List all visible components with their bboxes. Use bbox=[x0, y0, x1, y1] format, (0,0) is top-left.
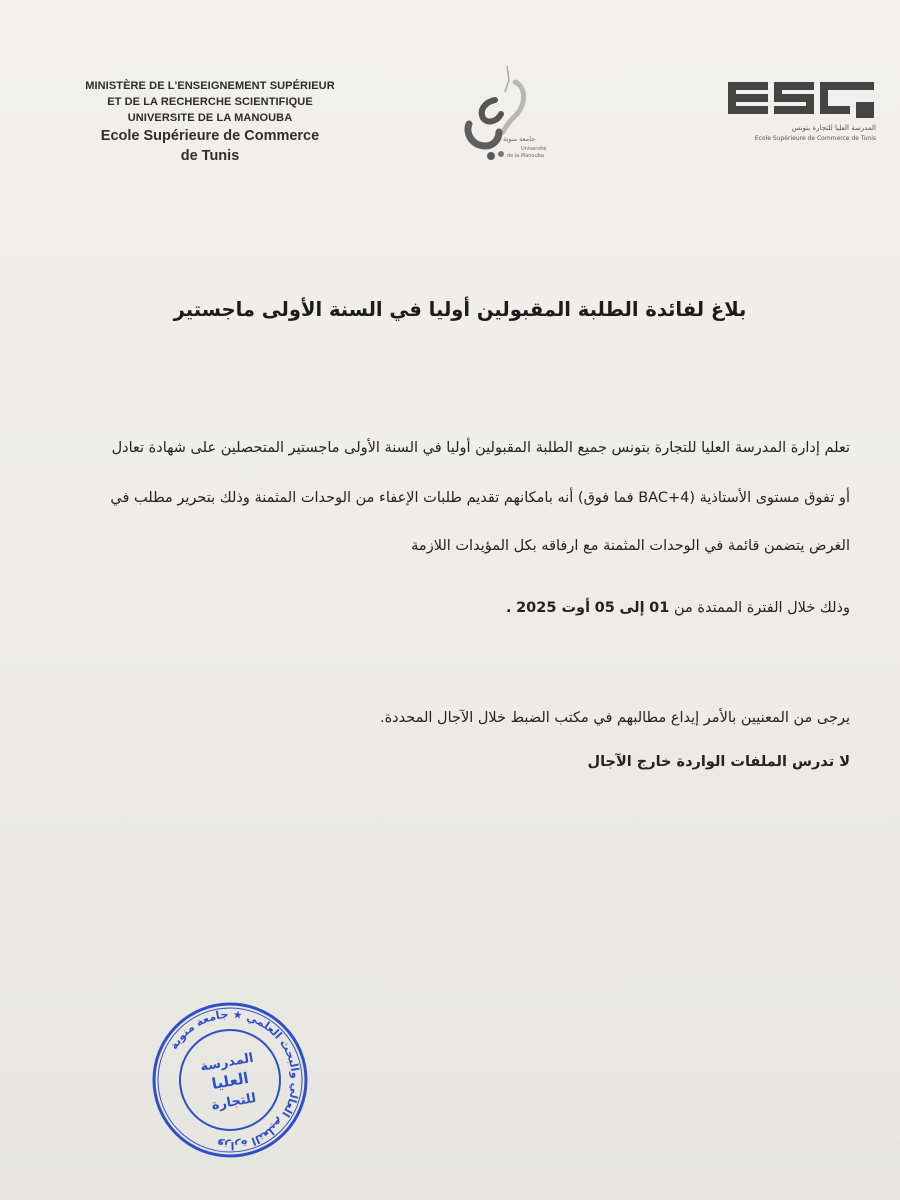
svg-text:العليا: العليا bbox=[210, 1068, 251, 1094]
institution-header bbox=[60, 78, 360, 166]
stamp-seal-icon bbox=[150, 1000, 310, 1160]
request-line: يرجى من المعنيين بالأمر إيداع مطالبهم في مكتب الضبط خلال الآجال المحددة. bbox=[379, 710, 850, 726]
period-line bbox=[50, 600, 850, 616]
school-name-line-1: Ecole Supérieure de Commerce bbox=[100, 128, 320, 144]
esc-logo bbox=[722, 78, 882, 148]
university-french-name-1: Université bbox=[521, 146, 547, 152]
announcement-title: بلاغ لفائدة الطلبة المقبولين أوليا في السنة الأولى ماجستير bbox=[173, 298, 747, 321]
university-name: UNIVERSITE DE LA MANOUBA bbox=[127, 112, 293, 124]
esc-arabic-name: المدرسة العليا للتجارة بتونس bbox=[791, 124, 876, 132]
ministry-line-1: MINISTÈRE DE L'ENSEIGNEMENT SUPÉRIEUR bbox=[85, 80, 335, 92]
period-from: 01 bbox=[649, 600, 670, 616]
period-month-year: أوت 2025 bbox=[516, 600, 591, 616]
manouba-logo-icon bbox=[455, 62, 555, 182]
body-line-2: أو تفوق مستوى الأستاذية (BAC+4 فما فوق) أنه بامكانهم تقديم طلبات الإعفاء من الوحدات المثمنة وذلك بتحرير مطلب في bbox=[110, 490, 850, 506]
svg-text:للتجارة: للتجارة bbox=[210, 1090, 258, 1114]
official-stamp bbox=[150, 1000, 310, 1160]
period-prefix: وذلك خلال الفترة الممتدة من bbox=[673, 600, 850, 616]
svg-text:المدرسة: المدرسة bbox=[199, 1050, 255, 1075]
esc-french-name: Ecole Supérieure de Commerce de Tunis bbox=[754, 135, 876, 142]
university-arabic-name: جامعة منوبة bbox=[503, 135, 536, 143]
body-line-1: تعلم إدارة المدرسة العليا للتجارة بتونس جميع الطلبة المقبولين أوليا في السنة الأولى ماجستير المتحصلين على شهادة تعادل bbox=[111, 440, 850, 456]
warning-line: لا تدرس الملفات الواردة خارج الآجال bbox=[587, 754, 850, 770]
university-french-name-2: de la Manouba bbox=[507, 153, 544, 159]
period-to: 05 bbox=[594, 600, 615, 616]
body-line-3: الغرض يتضمن قائمة في الوحدات المثمنة مع ارفاقه بكل المؤيدات اللازمة bbox=[411, 538, 850, 554]
period-end: . bbox=[505, 600, 512, 616]
esc-logo-icon bbox=[722, 78, 882, 124]
period-to-word: إلى bbox=[619, 600, 645, 616]
ministry-line-2: ET DE LA RECHERCHE SCIENTIFIQUE bbox=[107, 96, 313, 108]
university-logo bbox=[455, 62, 555, 182]
svg-text:وزارة التعليم العالي والبحث ال: وزارة التعليم العالي والبحث العلمي ★ جامعة منوبة bbox=[167, 1007, 303, 1153]
school-name-line-2: de Tunis bbox=[180, 148, 240, 164]
